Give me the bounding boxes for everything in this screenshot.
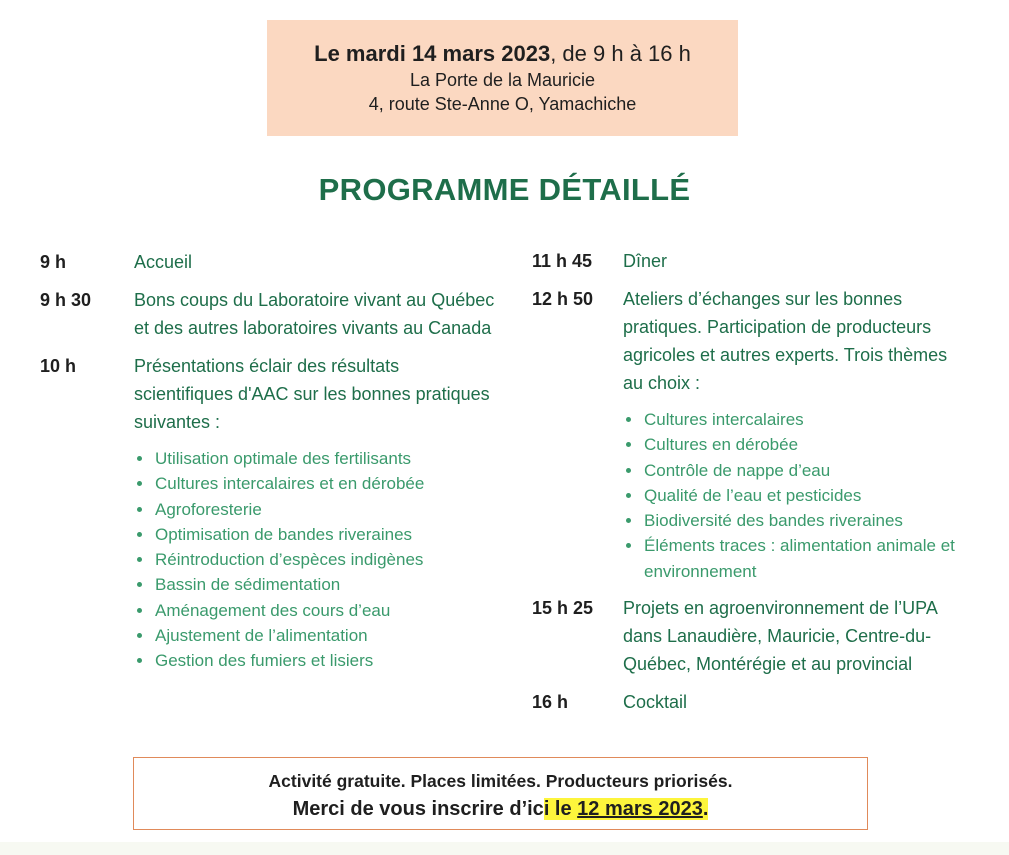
schedule-row [40,286,500,342]
event-date: Le mardi 14 mars 2023 [314,41,551,66]
page-title: PROGRAMME DÉTAILLÉ [318,172,691,207]
schedule-time: 9 h [40,252,67,272]
schedule-time: 9 h 30 [40,290,92,310]
list-item: Contrôle de nappe d’eau [623,458,972,483]
notice-period: . [702,798,709,820]
event-time-range: , de 9 h à 16 h [550,41,691,66]
notice-line2 [134,794,867,824]
schedule-row [532,247,972,275]
list-item: Agroforesterie [134,497,500,522]
registration-notice [133,757,868,830]
list-item: Bassin de sédimentation [134,572,500,597]
bullet-list [623,407,972,584]
notice-text: Merci de vous inscrire d’ic [292,798,544,820]
schedule-desc: Accueil [134,252,193,272]
list-item: Ajustement de l’alimentation [134,623,500,648]
schedule-row [40,248,500,276]
schedule-row [532,688,972,716]
schedule-left-column [40,248,500,684]
schedule-time: 15 h 25 [532,598,594,619]
schedule-row [532,594,972,678]
event-info-box [267,20,738,136]
bullet-list [134,446,500,674]
list-item: Gestion des fumiers et lisiers [134,648,500,673]
schedule-row [532,285,972,584]
schedule-desc: Dîner [623,251,668,271]
schedule-time: 10 h [40,356,77,376]
event-address: 4, route Ste-Anne O, Yamachiche [368,94,637,114]
schedule-row [40,352,500,674]
schedule-desc: Bons coups du Laboratoire vivant au Québec et des autres laboratoires vivants au Canada [134,290,495,338]
schedule-desc-text: Présentations éclair des résultats scientifiques d'AAC sur les bonnes pratiques suivantes : [134,356,490,432]
schedule-time: 11 h 45 [532,251,593,271]
schedule-desc [134,352,500,674]
schedule-time: 16 h [532,692,569,713]
registration-deadline: 12 mars 2023 [577,798,703,820]
list-item: Biodiversité des bandes riveraines [623,508,972,533]
list-item: Éléments traces : alimentation animale et environnement [623,533,972,584]
event-venue: La Porte de la Mauricie [409,70,596,90]
list-item: Cultures intercalaires et en dérobée [134,471,500,496]
list-item: Qualité de l’eau et pesticides [623,483,972,508]
list-item: Réintroduction d’espèces indigènes [134,547,500,572]
notice-highlight: i le [543,798,578,820]
schedule-desc: Cocktail [623,692,688,713]
list-item: Optimisation de bandes riveraines [134,522,500,547]
list-item: Utilisation optimale des fertilisants [134,446,500,471]
bottom-strip [0,842,1009,855]
schedule-desc [623,285,972,584]
schedule-desc-text: Ateliers d’échanges sur les bonnes pratiques. Participation de producteurs agricoles et autres experts. Trois thèmes au choix : [623,289,948,393]
list-item: Cultures intercalaires [623,407,972,432]
schedule-right-column [532,247,972,726]
event-date-line [267,40,738,68]
list-item: Cultures en dérobée [623,432,972,457]
notice-line1: Activité gratuite. Places limitées. Producteurs priorisés. [268,771,733,791]
list-item: Aménagement des cours d’eau [134,598,500,623]
schedule-time: 12 h 50 [532,289,594,309]
schedule-desc: Projets en agroenvironnement de l’UPA dans Lanaudière, Mauricie, Centre-du-Québec, Montérégie et au provincial [623,598,937,675]
